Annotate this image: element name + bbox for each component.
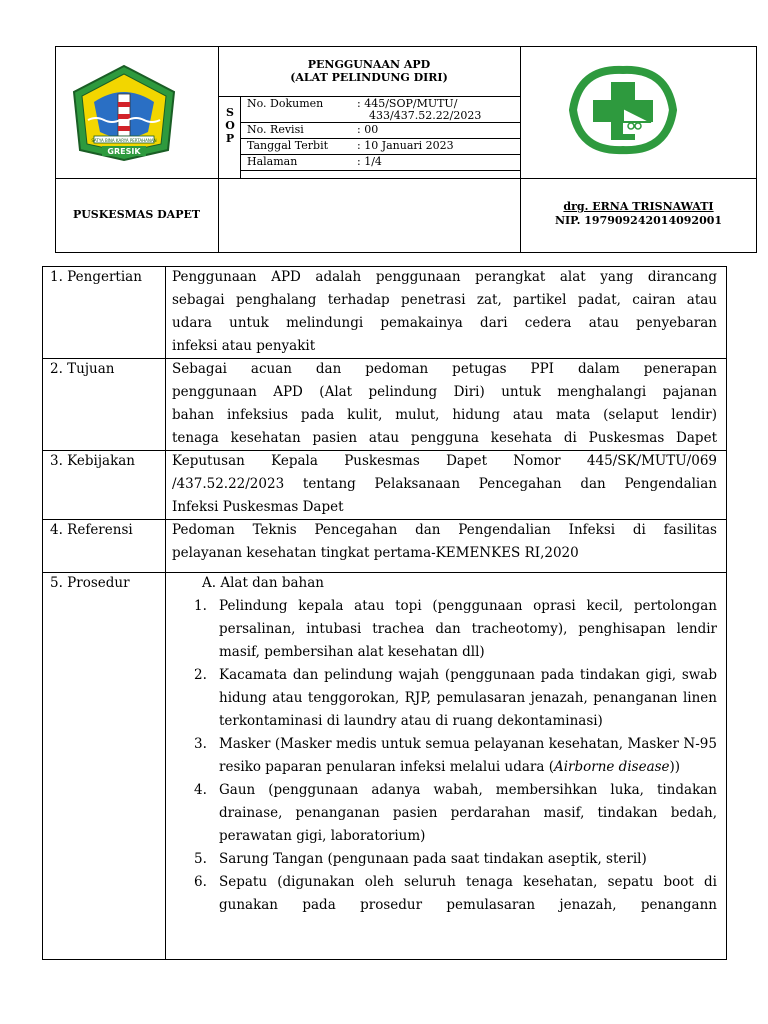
signatory-name: drg. ERNA TRISNAWATI <box>563 200 714 213</box>
text-pengertian: Penggunaan APD adalah penggunaan perangkat alat yang dirancang sebagai penghalang terhadap penetrasi zat, partikel padat, cairan atau udara untuk melindungi pemakainya dari cedera atau penyebaran infeksi atau penyakit <box>172 269 717 354</box>
label-tujuan: 2. Tujuan <box>50 361 115 377</box>
meta-value-revisi: : 00 <box>357 123 379 136</box>
list-item: 2. Kacamata dan pelindung wajah (penggunaan pada tindakan gigi, swab hidung atau tenggorokan, RJP, pemulasaran jenazah, penanganan linen terkontaminasi di laundry atau di ruang dekontaminasi) <box>194 667 717 729</box>
meta-value-dokumen: : 445/SOP/MUTU/ <box>357 97 458 110</box>
institution-name: PUSKESMAS DAPET <box>72 208 201 221</box>
meta-value-dokumen-2: 433/437.52.22/2023 <box>369 109 482 122</box>
text-referensi: Pedoman Teknis Pencegahan dan Pengendalian Infeksi di fasilitas pelayanan kesehatan tingkat pertama-KEMENKES RI,2020 <box>172 522 717 561</box>
meta-label-revisi: No. Revisi <box>247 123 304 136</box>
label-prosedur: 5. Prosedur <box>50 575 130 591</box>
meta-label-halaman: Halaman <box>247 155 298 168</box>
document-title: PENGGUNAAN APD (ALAT PELINDUNG DIRI) <box>290 58 448 84</box>
meta-value-terbit: : 10 Januari 2023 <box>357 139 454 152</box>
text-tujuan: Sebagai acuan dan pedoman petugas PPI dalam penerapan penggunaan APD (Alat pelindung Diri) untuk menghalangi pajanan bahan infeksius pada kulit, mulut, hidung atau mata (selaput lendir) tenaga kesehatan pasien atau pengguna kesehata di Puskesmas Dapet <box>172 361 717 446</box>
prosedur-list <box>172 572 717 917</box>
svg-text:SATYA BINA KARYA PERTAHANAN: SATYA BINA KARYA PERTAHANAN <box>91 138 157 143</box>
puskesmas-logo <box>567 64 679 156</box>
gresik-logo <box>68 62 180 162</box>
list-item: 5. Sarung Tangan (pengunaan pada saat tindakan aseptik, steril) <box>194 851 647 867</box>
text-kebijakan: Keputusan Kepala Puskesmas Dapet Nomor 445/SK/MUTU/069 /437.52.22/2023 tentang Pelaksanaan Pencegahan dan Pengendalian Infeksi Puskesmas Dapet <box>172 453 717 515</box>
label-kebijakan: 3. Kebijakan <box>50 453 136 469</box>
meta-label-dokumen: No. Dokumen <box>247 97 324 110</box>
label-referensi: 4. Referensi <box>50 522 133 538</box>
sop-letters: S O P <box>225 106 235 145</box>
signatory-nip: NIP. 197909242014092001 <box>554 214 723 227</box>
meta-label-terbit: Tanggal Terbit <box>247 139 329 152</box>
list-item: 4. Gaun (penggunaan adanya wabah, membersihkan luka, tindakan drainase, penanganan pasien perdarahan masif, tindakan bedah, perawatan gigi, laboratorium) <box>194 782 717 844</box>
list-item: 3. Masker (Masker medis untuk semua pelayanan kesehatan, Masker N-95 resiko paparan penularan infeksi melalui udara (Airborne disease)) <box>194 736 717 775</box>
signatory <box>520 200 757 228</box>
svg-text:GRESIK: GRESIK <box>107 147 141 156</box>
list-item: 6. Sepatu (digunakan oleh seluruh tenaga kesehatan, sepatu boot di gunakan pada prosedur pemulasaran jenazah, penangann <box>194 874 717 913</box>
label-pengertian: 1. Pengertian <box>50 269 142 285</box>
meta-value-halaman: : 1/4 <box>357 155 382 168</box>
prosedur-sub-a: A. Alat dan bahan <box>202 575 324 591</box>
list-item: 1. Pelindung kepala atau topi (penggunaan oprasi kecil, pertolongan persalinan, intubasi trachea dan tracheotomy), penghisapan lendir masif, pembersihan alat kesehatan dll) <box>194 598 717 660</box>
